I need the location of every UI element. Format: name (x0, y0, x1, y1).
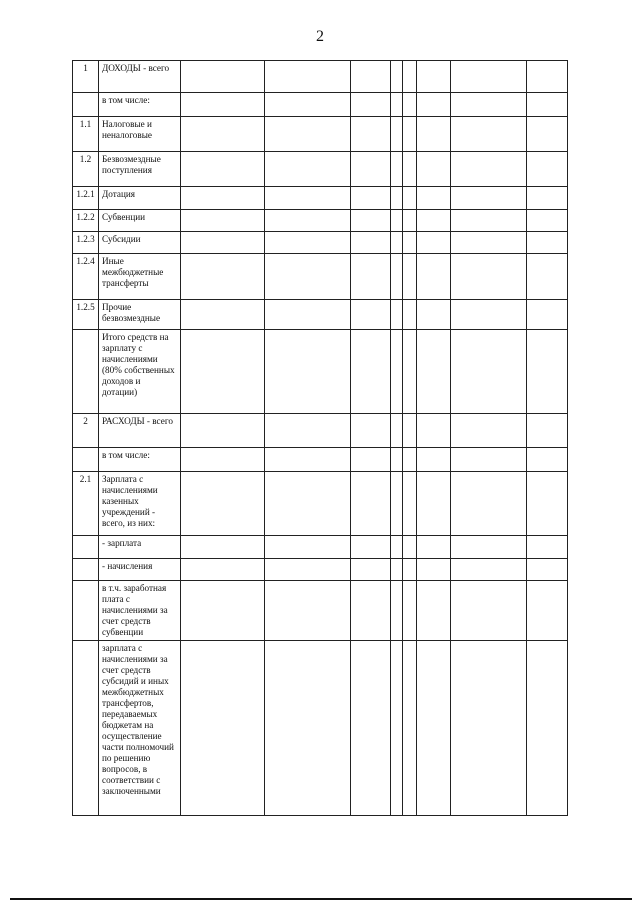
value-cell (451, 559, 527, 581)
value-cell (417, 641, 451, 816)
value-cell (265, 117, 351, 152)
value-cell (417, 414, 451, 448)
value-cell (527, 581, 568, 641)
value-cell (391, 254, 403, 300)
row-number (73, 641, 99, 816)
row-label: Безвозмездные поступления (99, 152, 181, 187)
value-cell (403, 414, 417, 448)
value-cell (181, 93, 265, 117)
value-cell (527, 472, 568, 536)
value-cell (417, 117, 451, 152)
row-number: 1.2 (73, 152, 99, 187)
value-cell (265, 93, 351, 117)
table-row (73, 330, 568, 414)
value-cell (403, 187, 417, 210)
value-cell (181, 414, 265, 448)
row-number: 1.2.4 (73, 254, 99, 300)
value-cell (527, 254, 568, 300)
value-cell (265, 536, 351, 559)
value-cell (391, 414, 403, 448)
value-cell (391, 559, 403, 581)
value-cell (451, 536, 527, 559)
value-cell (181, 61, 265, 93)
value-cell (417, 187, 451, 210)
value-cell (403, 61, 417, 93)
row-number: 1.2.5 (73, 300, 99, 330)
value-cell (391, 117, 403, 152)
row-number: 1 (73, 61, 99, 93)
value-cell (351, 93, 391, 117)
value-cell (391, 152, 403, 187)
value-cell (451, 300, 527, 330)
value-cell (181, 641, 265, 816)
value-cell (351, 559, 391, 581)
row-number (73, 559, 99, 581)
value-cell (417, 581, 451, 641)
value-cell (265, 232, 351, 254)
value-cell (403, 93, 417, 117)
value-cell (527, 536, 568, 559)
value-cell (265, 152, 351, 187)
value-cell (417, 232, 451, 254)
value-cell (527, 414, 568, 448)
value-cell (351, 448, 391, 472)
value-cell (265, 210, 351, 232)
value-cell (417, 330, 451, 414)
value-cell (403, 472, 417, 536)
row-number: 1.2.2 (73, 210, 99, 232)
value-cell (527, 641, 568, 816)
value-cell (351, 414, 391, 448)
row-label: в том числе: (99, 448, 181, 472)
value-cell (391, 300, 403, 330)
row-number: 2 (73, 414, 99, 448)
value-cell (527, 117, 568, 152)
value-cell (403, 448, 417, 472)
value-cell (451, 93, 527, 117)
value-cell (417, 152, 451, 187)
value-cell (265, 472, 351, 536)
value-cell (351, 117, 391, 152)
value-cell (451, 254, 527, 300)
row-label: Дотация (99, 187, 181, 210)
value-cell (351, 187, 391, 210)
table-row (73, 61, 568, 93)
value-cell (403, 117, 417, 152)
value-cell (181, 536, 265, 559)
table-row (73, 152, 568, 187)
table-row (73, 414, 568, 448)
row-label: Итого средств на зарплату с начислениями (80% собственных доходов и дотации) (99, 330, 181, 414)
bottom-rule (10, 898, 632, 900)
value-cell (403, 641, 417, 816)
value-cell (181, 300, 265, 330)
value-cell (181, 254, 265, 300)
value-cell (181, 152, 265, 187)
value-cell (351, 61, 391, 93)
table-row (73, 536, 568, 559)
table-row (73, 472, 568, 536)
value-cell (351, 210, 391, 232)
table-row (73, 641, 568, 816)
row-label: - зарплата (99, 536, 181, 559)
row-label: РАСХОДЫ - всего (99, 414, 181, 448)
table-row (73, 581, 568, 641)
value-cell (403, 300, 417, 330)
value-cell (527, 93, 568, 117)
value-cell (451, 152, 527, 187)
value-cell (391, 232, 403, 254)
value-cell (391, 581, 403, 641)
row-label: в том числе: (99, 93, 181, 117)
value-cell (417, 254, 451, 300)
value-cell (403, 581, 417, 641)
value-cell (403, 210, 417, 232)
value-cell (527, 232, 568, 254)
value-cell (417, 536, 451, 559)
value-cell (403, 536, 417, 559)
row-number (73, 330, 99, 414)
value-cell (403, 152, 417, 187)
value-cell (391, 61, 403, 93)
table-row (73, 448, 568, 472)
table-row (73, 210, 568, 232)
value-cell (181, 117, 265, 152)
value-cell (451, 61, 527, 93)
value-cell (417, 61, 451, 93)
value-cell (265, 254, 351, 300)
value-cell (181, 210, 265, 232)
row-label: Налоговые и неналоговые (99, 117, 181, 152)
row-label: Иные межбюджетные трансферты (99, 254, 181, 300)
row-label: Прочие безвозмездные (99, 300, 181, 330)
value-cell (527, 448, 568, 472)
row-number (73, 93, 99, 117)
value-cell (391, 536, 403, 559)
row-number (73, 536, 99, 559)
value-cell (265, 641, 351, 816)
value-cell (181, 232, 265, 254)
value-cell (451, 414, 527, 448)
value-cell (351, 641, 391, 816)
row-label: зарплата с начислениями за счет средств субсидий и иных межбюджетных трансфертов, передаваемых бюджетам на осуществление части полномочий по решению вопросов, в соответствии с заключенными (99, 641, 181, 816)
value-cell (417, 472, 451, 536)
value-cell (181, 448, 265, 472)
value-cell (417, 93, 451, 117)
row-number (73, 581, 99, 641)
value-cell (265, 448, 351, 472)
value-cell (391, 93, 403, 117)
value-cell (265, 414, 351, 448)
value-cell (391, 448, 403, 472)
row-number: 1.2.1 (73, 187, 99, 210)
row-label: Субсидии (99, 232, 181, 254)
value-cell (391, 187, 403, 210)
value-cell (403, 232, 417, 254)
value-cell (181, 330, 265, 414)
value-cell (417, 300, 451, 330)
value-cell (451, 448, 527, 472)
value-cell (403, 254, 417, 300)
row-label: в т.ч. заработная плата с начислениями за счет средств субвенции (99, 581, 181, 641)
value-cell (451, 210, 527, 232)
value-cell (403, 330, 417, 414)
value-cell (391, 641, 403, 816)
value-cell (351, 581, 391, 641)
row-number: 1.1 (73, 117, 99, 152)
value-cell (351, 472, 391, 536)
table-row (73, 93, 568, 117)
table-row (73, 117, 568, 152)
row-label: Субвенции (99, 210, 181, 232)
value-cell (451, 330, 527, 414)
value-cell (527, 559, 568, 581)
value-cell (351, 254, 391, 300)
value-cell (265, 330, 351, 414)
row-label: ДОХОДЫ - всего (99, 61, 181, 93)
value-cell (527, 210, 568, 232)
value-cell (351, 330, 391, 414)
row-label: Зарплата с начислениями казенных учреждений - всего, из них: (99, 472, 181, 536)
row-number: 2.1 (73, 472, 99, 536)
row-number: 1.2.3 (73, 232, 99, 254)
value-cell (181, 472, 265, 536)
table-row (73, 559, 568, 581)
value-cell (417, 448, 451, 472)
value-cell (451, 187, 527, 210)
value-cell (181, 187, 265, 210)
table-row (73, 232, 568, 254)
budget-table (72, 60, 568, 816)
value-cell (265, 581, 351, 641)
value-cell (451, 472, 527, 536)
page-number: 2 (316, 28, 324, 45)
value-cell (417, 210, 451, 232)
value-cell (265, 300, 351, 330)
table-row (73, 300, 568, 330)
value-cell (351, 232, 391, 254)
value-cell (391, 330, 403, 414)
table-row (73, 187, 568, 210)
table-row (73, 254, 568, 300)
value-cell (451, 581, 527, 641)
value-cell (451, 117, 527, 152)
value-cell (265, 559, 351, 581)
value-cell (351, 300, 391, 330)
value-cell (527, 187, 568, 210)
value-cell (403, 559, 417, 581)
value-cell (451, 232, 527, 254)
value-cell (391, 210, 403, 232)
value-cell (265, 187, 351, 210)
value-cell (417, 559, 451, 581)
row-number (73, 448, 99, 472)
value-cell (527, 61, 568, 93)
value-cell (181, 559, 265, 581)
value-cell (391, 472, 403, 536)
value-cell (265, 61, 351, 93)
row-label: - начисления (99, 559, 181, 581)
value-cell (527, 330, 568, 414)
value-cell (527, 152, 568, 187)
value-cell (351, 152, 391, 187)
value-cell (527, 300, 568, 330)
value-cell (181, 581, 265, 641)
value-cell (351, 536, 391, 559)
value-cell (451, 641, 527, 816)
